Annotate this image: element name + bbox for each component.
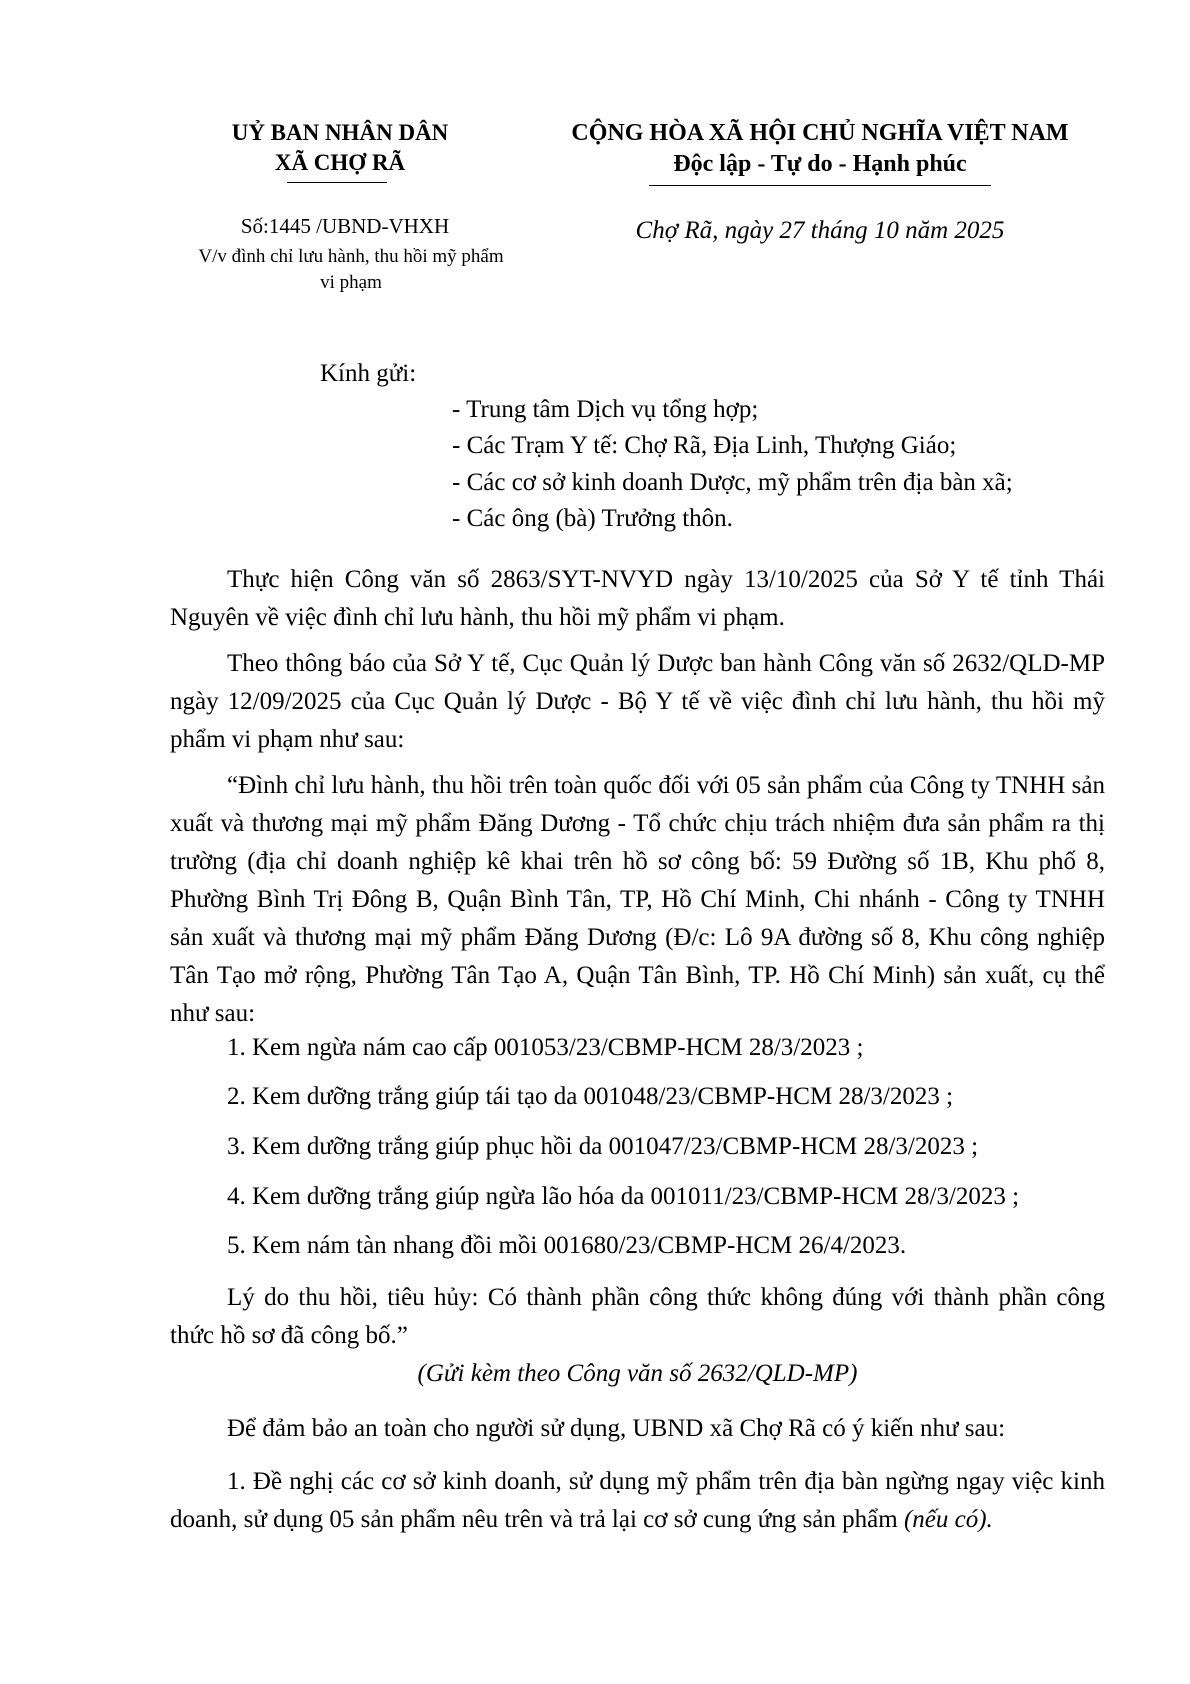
national-title: CỘNG HÒA XÃ HỘI CHỦ NGHĨA VIỆT NAM: [571, 120, 1069, 146]
national-motto: Độc lập - Tự do - Hạnh phúc: [673, 151, 967, 177]
body-paragraph-opinion: Để đảm bảo an toàn cho người sử dụng, UBND xã Chợ Rã có ý kiến như sau:: [227, 1415, 1006, 1442]
product-item: 2. Kem dưỡng trắng giúp tái tạo da 001048/23/CBMP-HCM 28/3/2023 ;: [227, 1083, 954, 1110]
body-paragraph-notice: Theo thông báo của Sở Y tế, Cục Quản lý Dược ban hành Công văn số 2632/QLD-MP ngày 12/09/2025 của Cục Quản lý Dược - Bộ Y tế về việc đình chỉ lưu hành, thu hồi mỹ phẩm vi phạm như sau:: [170, 650, 1105, 753]
document-subject: V/v đình chỉ lưu hành, thu hồi mỹ phẩm vi phạm: [198, 246, 504, 293]
document-number: Số:1445 /UBND-VHXH: [240, 214, 450, 238]
motto-underline: [649, 185, 991, 186]
body-paragraph-quote: “Đình chỉ lưu hành, thu hồi trên toàn quốc đối với 05 sản phẩm của Công ty TNHH sản xuất và thương mại mỹ phẩm Đăng Dương - Tổ chức chịu trách nhiệm đưa sản phẩm ra thị trường (địa chỉ doanh nghiệp kê khai trên hồ sơ công bố: 59 Đường số 1B, Khu phố 8, Phường Bình Trị Đông B, Quận Bình Tân, TP, Hồ Chí Minh, Chi nhánh - Công ty TNHH sản xuất và thương mại mỹ phẩm Đăng Dương (Đ/c: Lô 9A đường số 8, Khu công nghiệp Tân Tạo mở rộng, Phường Tân Tạo A, Quận Tân Bình, TP. Hồ Chí Minh) sản xuất, cụ thể như sau:: [170, 772, 1105, 1027]
recipient-item: - Các ông (bà) Trưởng thôn.: [452, 505, 733, 532]
recipient-item: - Các cơ sở kinh doanh Dược, mỹ phẩm trên địa bàn xã;: [452, 469, 1013, 496]
product-item: 3. Kem dưỡng trắng giúp phục hồi da 001047/23/CBMP-HCM 28/3/2023 ;: [227, 1133, 979, 1160]
issuing-commune: XÃ CHỢ RÃ: [274, 150, 406, 175]
product-item: 1. Kem ngừa nám cao cấp 001053/23/CBMP-HCM 28/3/2023 ;: [227, 1034, 864, 1061]
attachment-note: (Gửi kèm theo Công văn số 2632/QLD-MP): [417, 1360, 858, 1387]
authority-underline: [287, 182, 387, 183]
recipients-label: Kính gửi:: [320, 360, 417, 387]
recipient-item: - Các Trạm Y tế: Chợ Rã, Địa Linh, Thượng Giáo;: [452, 432, 957, 459]
recipient-item: - Trung tâm Dịch vụ tổng hợp;: [452, 396, 759, 423]
product-item: 5. Kem nám tàn nhang đồi mồi 001680/23/CBMP-HCM 26/4/2023.: [227, 1232, 907, 1259]
recall-reason: Lý do thu hồi, tiêu hủy: Có thành phần công thức không đúng với thành phần công thức hồ sơ đã công bố.”: [170, 1284, 1105, 1349]
body-paragraph-intro: Thực hiện Công văn số 2863/SYT-NVYD ngày 13/10/2025 của Sở Y tế tỉnh Thái Nguyên về việc đình chỉ lưu hành, thu hồi mỹ phẩm vi phạm.: [170, 566, 1105, 631]
issuing-authority: UỶ BAN NHÂN DÂN: [231, 120, 449, 145]
product-item: 4. Kem dưỡng trắng giúp ngừa lão hóa da 001011/23/CBMP-HCM 28/3/2023 ;: [227, 1183, 1020, 1210]
request-text: 1. Đề nghị các cơ sở kinh doanh, sử dụng mỹ phẩm trên địa bàn ngừng ngay việc kinh doanh, sử dụng 05 sản phẩm nêu trên và trả lại cơ sở cung ứng sản phẩm: [170, 1468, 1105, 1533]
body-paragraph-request: [170, 1463, 1105, 1539]
request-note: (nếu có).: [903, 1506, 993, 1533]
place-date: Chợ Rã, ngày 27 tháng 10 năm 2025: [635, 217, 1005, 244]
